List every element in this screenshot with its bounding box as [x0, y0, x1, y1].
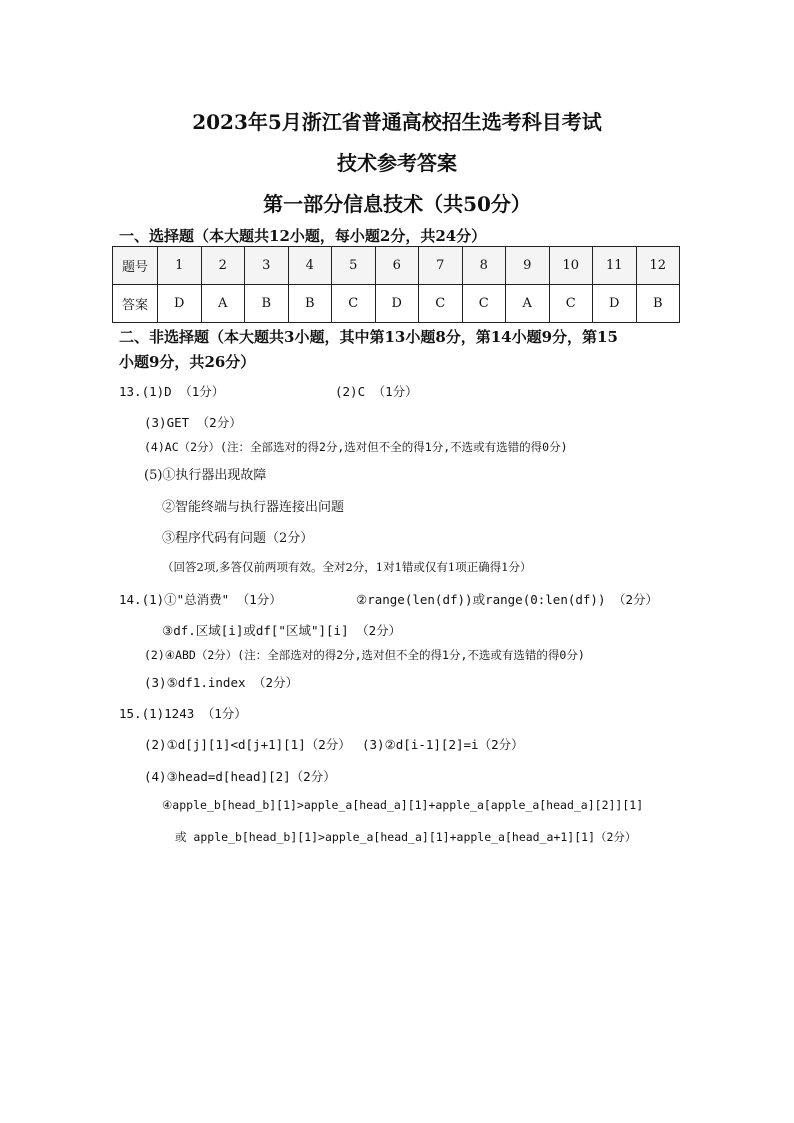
question-number-cell: 2: [201, 247, 245, 285]
answer-cell: C: [332, 285, 376, 323]
q13-part3: (3)GET （2分）: [144, 415, 242, 430]
answer-cell: D: [375, 285, 419, 323]
question-number-cell: 3: [245, 247, 289, 285]
answer-cell: B: [636, 285, 680, 323]
section2-heading-line1: 二、非选择题（本大题共3小题，其中第13小题8分，第14小题9分，第15: [119, 328, 618, 346]
table-row-numbers: [113, 247, 680, 285]
answer-cell: D: [158, 285, 202, 323]
table-row-answers: [113, 285, 680, 323]
q13-part4: (4)AC（2分）(注：全部选对的得2分,选对但不全的得1分,不选或有选错的得0分): [144, 440, 568, 454]
answer-cell: C: [549, 285, 593, 323]
q13-part5-item2: ②智能终端与执行器连接出问题: [162, 500, 345, 515]
q14-part3: (3)⑤df1.index （2分）: [144, 675, 299, 690]
question-number-cell: 6: [375, 247, 419, 285]
q15-part4: (4)③head=d[head][2]（2分）: [144, 769, 336, 784]
section1-heading: 一、选择题（本大题共12小题，每小题2分，共24分）: [119, 227, 487, 245]
question-number-cell: 1: [158, 247, 202, 285]
q15-part1: 15.(1)1243 （1分）: [119, 706, 247, 721]
q14-part1: 14.(1)①"总消费" （1分）: [119, 592, 282, 607]
q13-part1: 13.(1)D （1分）: [119, 384, 225, 399]
q14-part2: (2)④ABD（2分）(注：全部选对的得2分,选对但不全的得1分,不选或有选错的得0分): [144, 648, 585, 662]
q13-part2: (2)C （1分）: [335, 384, 418, 399]
exam-title: 2023年5月浙江省普通高校招生选考科目考试: [192, 110, 602, 134]
answer-cell: B: [245, 285, 289, 323]
answer-cell: C: [462, 285, 506, 323]
answer-cell: A: [506, 285, 550, 323]
q13-part5-item3: ③程序代码有问题（2分）: [162, 531, 314, 546]
q13-part5: (5)①执行器出现故障: [144, 468, 267, 483]
question-number-cell: 8: [462, 247, 506, 285]
answer-key-subtitle: 技术参考答案: [337, 151, 457, 175]
q14-part1-item2: ②range(len(df))或range(0:len(df)) （2分）: [356, 592, 659, 607]
q14-part1-item3: ③df.区域[i]或df["区域"][i] （2分）: [162, 623, 402, 638]
answer-table: [112, 246, 680, 323]
question-number-cell: 10: [549, 247, 593, 285]
question-number-cell: 9: [506, 247, 550, 285]
row-label-answer: 答案: [113, 285, 158, 323]
answer-cell: A: [201, 285, 245, 323]
q13-note: （回答2项,多答仅前两项有效。全对2分，1对1错或仅有1项正确得1分）: [162, 560, 532, 574]
question-number-cell: 12: [636, 247, 680, 285]
question-number-cell: 5: [332, 247, 376, 285]
answer-cell: B: [288, 285, 332, 323]
row-label-number: 题号: [113, 247, 158, 285]
question-number-cell: 11: [593, 247, 637, 285]
answer-cell: D: [593, 285, 637, 323]
q15-part2: (2)①d[j][1]<d[j+1][1]（2分）: [144, 737, 351, 752]
answer-cell: C: [419, 285, 463, 323]
q15-part4-alternative: 或 apple_b[head_b][1]>apple_a[head_a][1]+apple_a[head_a+1][1]（2分）: [175, 830, 637, 844]
question-number-cell: 7: [419, 247, 463, 285]
section2-heading-line2: 小题9分，共26分）: [119, 353, 256, 371]
q15-part3: (3)②d[i-1][2]=i（2分）: [362, 737, 524, 752]
question-number-cell: 4: [288, 247, 332, 285]
q15-part4-item4: ④apple_b[head_b][1]>apple_a[head_a][1]+apple_a[apple_a[head_a][2]][1]: [162, 798, 644, 812]
part-heading: 第一部分信息技术（共50分）: [263, 192, 531, 216]
